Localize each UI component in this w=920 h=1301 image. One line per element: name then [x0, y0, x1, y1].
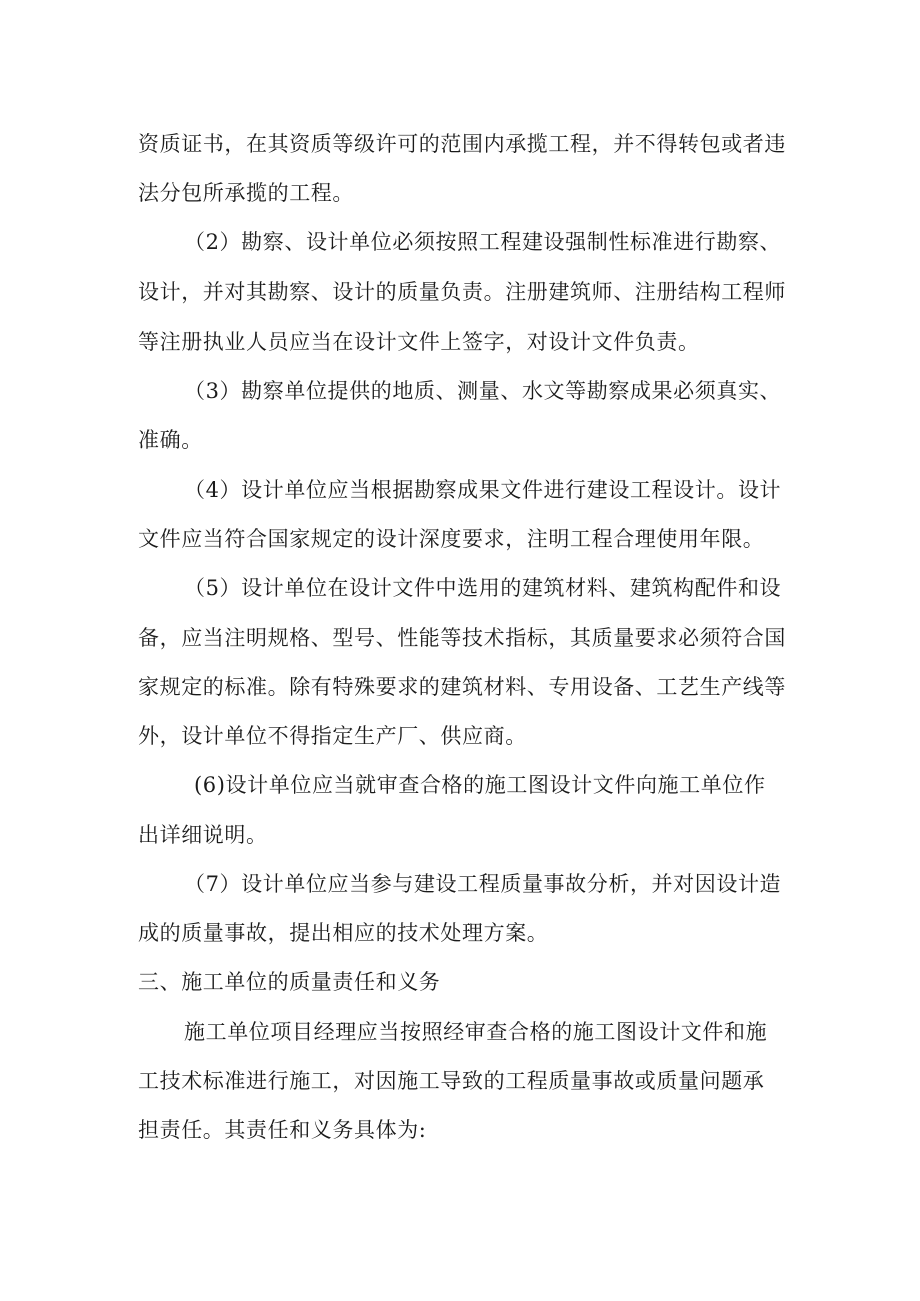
- text-line: （3）勘察单位提供的地质、测量、水文等勘察成果必须真实、: [184, 379, 782, 403]
- text-line: （7）设计单位应当参与建设工程质量事故分析，并对因设计造: [184, 872, 782, 896]
- text-line: 家规定的标准。除有特殊要求的建筑材料、专用设备、工艺生产线等: [138, 675, 786, 699]
- text-line: 工技术标准进行施工，对因施工导致的工程质量事故或质量问题承: [138, 1069, 765, 1093]
- text-line: （2）勘察、设计单位必须按照工程建设强制性标准进行勘察、: [184, 230, 782, 254]
- text-line: 备，应当注明规格、型号、性能等技术指标，其质量要求必须符合国: [138, 626, 786, 650]
- text-line: 成的质量事故，提出相应的技术处理方案。: [138, 921, 549, 945]
- text-line: 担责任。其责任和义务具体为:: [138, 1118, 427, 1142]
- text-line: 法分包所承揽的工程。: [138, 181, 354, 205]
- section-heading: 三、施工单位的质量责任和义务: [138, 970, 441, 994]
- text-line: 资质证书，在其资质等级许可的范围内承揽工程，并不得转包或者违: [138, 132, 786, 156]
- text-line: (6)设计单位应当就审查合格的施工图设计文件向施工单位作: [194, 773, 766, 797]
- text-line: 设计，并对其勘察、设计的质量负责。注册建筑师、注册结构工程师: [138, 280, 786, 304]
- text-line: 等注册执业人员应当在设计文件上签字，对设计文件负责。: [138, 330, 700, 354]
- text-line: 准确。: [138, 428, 203, 452]
- text-line: （4）设计单位应当根据勘察成果文件进行建设工程设计。设计: [184, 478, 782, 502]
- text-line: 施工单位项目经理应当按照经审查合格的施工图设计文件和施: [184, 1020, 768, 1044]
- text-line: 文件应当符合国家规定的设计深度要求，注明工程合理使用年限。: [138, 527, 765, 551]
- text-line: 出详细说明。: [138, 823, 268, 847]
- text-line: 外，设计单位不得指定生产厂、供应商。: [138, 724, 527, 748]
- text-line: （5）设计单位在设计文件中选用的建筑材料、建筑构配件和设: [184, 576, 782, 600]
